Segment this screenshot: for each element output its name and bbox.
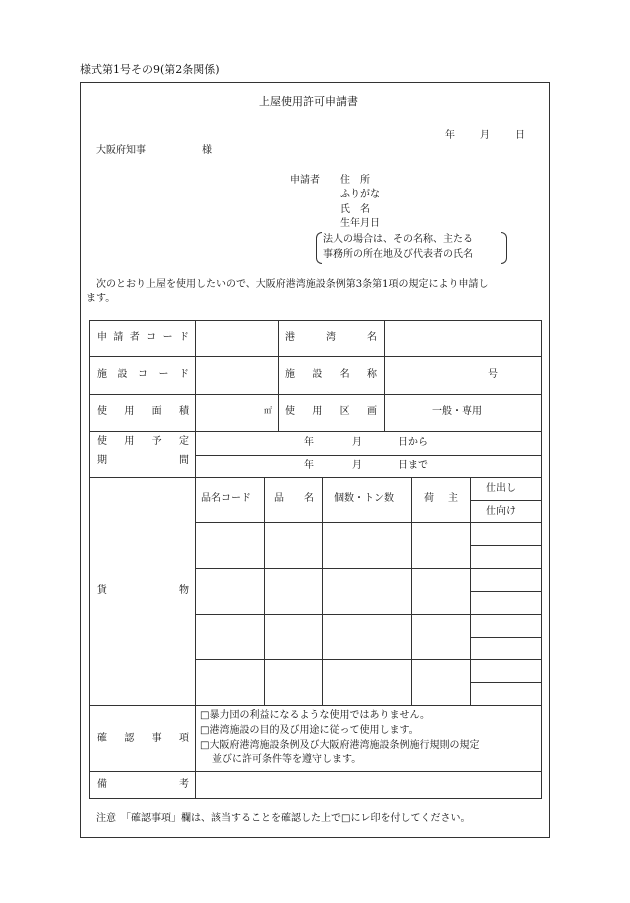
column-origin: 仕出し	[486, 483, 516, 494]
row-divider	[470, 682, 542, 683]
label-char: コ	[146, 332, 157, 343]
table-left-border	[89, 320, 90, 799]
from-year: 年	[304, 437, 314, 448]
facility-number-suffix: 号	[488, 369, 498, 380]
port-name-label	[285, 333, 377, 343]
confirmation-item-2[interactable]: □港湾施設の目的及び用途に従って使用します。	[200, 725, 419, 736]
from-day: 日から	[398, 437, 428, 448]
facility-code-label	[97, 370, 189, 380]
column-divider	[278, 320, 279, 432]
row-divider	[89, 477, 542, 478]
corporate-note-right-bracket	[501, 232, 507, 264]
column-item-name	[274, 494, 314, 504]
cargo-label	[97, 586, 189, 596]
applicant-furigana-label: ふりがな	[340, 189, 380, 200]
label-char: 荷	[424, 493, 434, 504]
label-char: 施	[97, 369, 107, 380]
intro-text-line-1: 次のとおり上屋を使用したいので、大阪府港湾施設条例第3条第1項の規定により申請し	[96, 279, 489, 290]
row-divider	[89, 431, 542, 432]
label-char: 施	[285, 369, 295, 380]
label-char: 定	[178, 436, 189, 447]
table-top-border	[89, 320, 542, 321]
row-divider	[195, 455, 542, 456]
from-month: 月	[352, 437, 362, 448]
corporate-note-line-1: 法人の場合は、その名称、主たる	[323, 234, 473, 245]
column-divider	[195, 320, 196, 799]
column-divider	[411, 477, 412, 706]
label-char: 称	[366, 369, 377, 380]
applicant-address-label: 住 所	[340, 175, 370, 186]
label-char: 申	[97, 332, 107, 343]
label-char: 用	[124, 436, 135, 447]
label-char: 期	[97, 455, 107, 466]
date-day: 日	[515, 130, 525, 141]
schedule-label-line-2	[97, 456, 189, 466]
table-right-border	[541, 320, 542, 799]
usage-zone-label	[285, 407, 377, 417]
to-day: 日まで	[398, 460, 428, 471]
row-divider	[470, 591, 542, 592]
row-divider	[89, 771, 542, 772]
label-char: 貨	[97, 585, 107, 596]
usage-zone-value: 一般・専用	[432, 406, 482, 417]
row-divider	[89, 394, 542, 395]
label-char: 認	[124, 733, 135, 744]
label-char: 物	[179, 585, 189, 596]
label-char: 確	[97, 733, 107, 744]
square-meter-unit: ㎡	[264, 406, 272, 415]
label-char: 港	[285, 332, 295, 343]
column-divider	[470, 477, 471, 706]
row-divider	[470, 500, 542, 501]
label-char: ー	[158, 369, 169, 380]
corporate-note-line-2: 事務所の所在地及び代表者の氏名	[323, 249, 473, 260]
facility-name-label	[285, 370, 377, 380]
column-divider	[384, 320, 385, 432]
row-divider	[195, 522, 542, 523]
row-divider	[89, 356, 542, 357]
column-owner	[424, 494, 458, 504]
label-char: 設	[312, 369, 323, 380]
applicant-code-label	[97, 333, 189, 343]
label-char: 使	[97, 436, 107, 447]
label-char: 品	[274, 493, 284, 504]
to-year: 年	[304, 460, 314, 471]
row-divider	[470, 637, 542, 638]
label-char: 積	[178, 406, 189, 417]
column-divider	[264, 477, 265, 706]
label-char: 者	[129, 332, 140, 343]
column-quantity: 個数・トン数	[334, 493, 394, 504]
form-number-label: 様式第1号その9(第2条関係)	[80, 63, 220, 76]
row-divider	[195, 659, 542, 660]
corporate-note-left-bracket	[316, 232, 322, 264]
confirmation-item-3-continued: 並びに許可条件等を遵守します。	[212, 754, 362, 765]
column-divider	[322, 477, 323, 706]
label-char: 項	[178, 733, 189, 744]
label-char: 主	[448, 493, 458, 504]
remarks-label	[97, 780, 189, 790]
label-char: 名	[304, 493, 314, 504]
date-year: 年	[445, 130, 455, 141]
confirmation-item-3[interactable]: □大阪府港湾施設条例及び大阪府港湾施設条例施行規則の規定	[200, 740, 480, 751]
label-char: 面	[151, 406, 162, 417]
intro-text-line-2: ます。	[86, 293, 116, 304]
label-char: 用	[312, 406, 323, 417]
label-char: ド	[179, 369, 189, 380]
row-divider	[470, 545, 542, 546]
table-bottom-border	[89, 798, 542, 799]
confirmation-item-1[interactable]: □暴力団の利益になるような使用ではありません。	[200, 710, 431, 721]
label-char: 名	[339, 369, 350, 380]
schedule-label-line-1	[97, 437, 189, 447]
row-divider	[195, 614, 542, 615]
label-char: 設	[117, 369, 128, 380]
label-char: 備	[97, 779, 107, 790]
label-char: 区	[339, 406, 350, 417]
confirmation-label	[97, 734, 189, 744]
label-char: 名	[367, 332, 377, 343]
applicant-label: 申請者	[290, 175, 320, 186]
form-title: 上屋使用許可申請書	[259, 95, 358, 108]
date-month: 月	[480, 130, 490, 141]
to-month: 月	[352, 460, 362, 471]
applicant-birthdate-label: 生年月日	[340, 218, 380, 229]
label-char: 用	[124, 406, 135, 417]
label-char: 請	[113, 332, 124, 343]
label-char: 事	[151, 733, 162, 744]
label-char: 間	[179, 455, 189, 466]
label-char: 使	[285, 406, 295, 417]
label-char: ー	[162, 332, 173, 343]
column-destination: 仕向け	[486, 506, 516, 517]
usage-area-label	[97, 407, 189, 417]
applicant-name-label: 氏 名	[340, 204, 370, 215]
label-char: 画	[366, 406, 377, 417]
label-char: 使	[97, 406, 107, 417]
addressee-sama: 様	[202, 145, 212, 156]
column-item-code: 品名コード	[201, 493, 251, 504]
addressee-governor: 大阪府知事	[96, 145, 146, 156]
row-divider	[89, 705, 542, 706]
label-char: 考	[179, 779, 189, 790]
notice-text: 注意 「確認事項」欄は、該当することを確認した上で□にレ印を付してください。	[96, 813, 471, 824]
row-divider	[195, 568, 542, 569]
label-char: 湾	[326, 332, 336, 343]
label-char: コ	[138, 369, 148, 380]
label-char: ド	[178, 332, 189, 343]
label-char: 予	[151, 436, 162, 447]
